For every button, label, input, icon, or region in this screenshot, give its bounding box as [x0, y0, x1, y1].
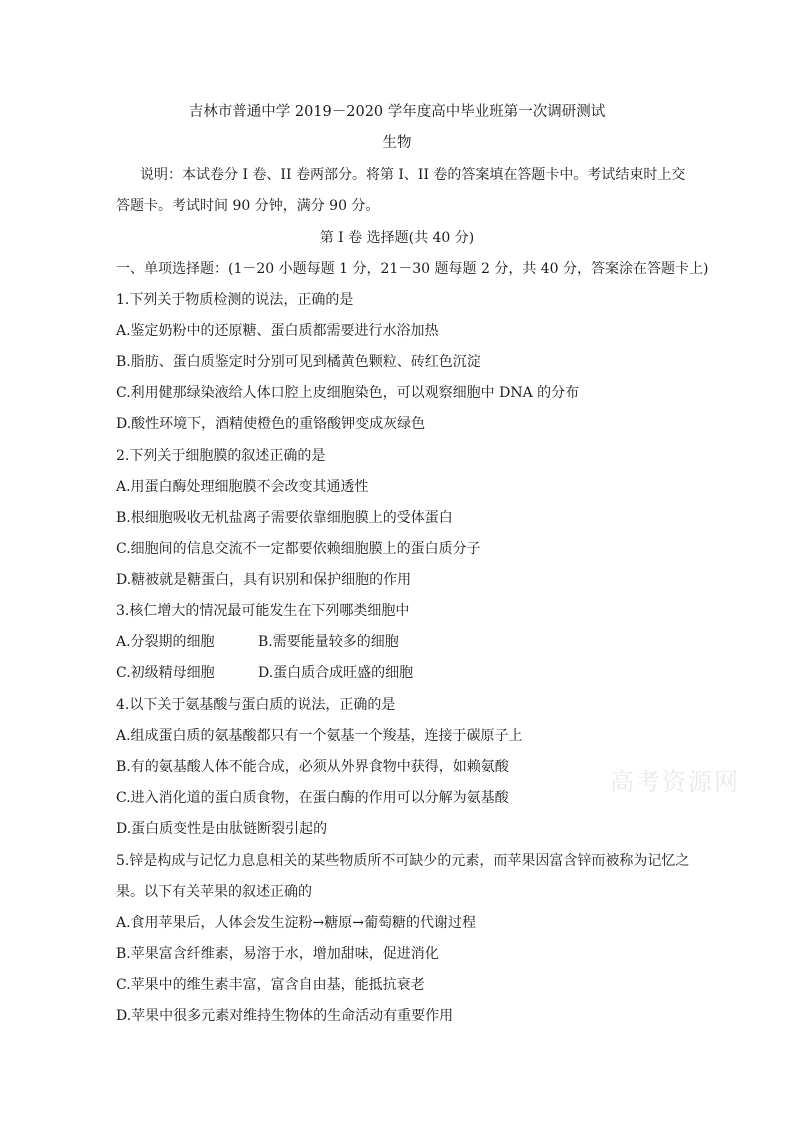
question-2-option-d: D.糖被就是糖蛋白，具有识别和保护细胞的作用	[116, 572, 412, 588]
watermark: 高考资源网	[610, 768, 740, 796]
question-1-option-b: B.脂肪、蛋白质鉴定时分别可见到橘黄色颗粒、砖红色沉淀	[116, 354, 481, 370]
subject-title: 生物	[382, 135, 412, 151]
section-title: 第 I 卷 选择题(共 40 分)	[319, 230, 475, 246]
question-3-option-d: D.蛋白质合成旺盛的细胞	[258, 665, 414, 681]
question-1-option-a: A.鉴定奶粉中的还原糖、蛋白质都需要进行水浴加热	[116, 323, 439, 339]
question-3-option-a: A.分裂期的细胞	[116, 634, 215, 650]
question-3-options-row-1	[116, 632, 686, 652]
question-3-stem: 3.核仁增大的情况最可能发生在下列哪类细胞中	[116, 603, 410, 619]
question-4-option-b: B.有的氨基酸人体不能合成，必须从外界食物中获得，如赖氨酸	[116, 759, 509, 775]
question-3-options-row-2	[116, 663, 686, 683]
question-2-option-c: C.细胞间的信息交流不一定都要依赖细胞膜上的蛋白质分子	[116, 541, 481, 557]
question-2-stem: 2.下列关于细胞膜的叙述正确的是	[116, 448, 326, 464]
question-5-option-a: A.食用苹果后，人体会发生淀粉→糖原→葡萄糖的代谢过程	[116, 915, 477, 931]
question-5-option-d: D.苹果中很多元素对维持生物体的生命活动有重要作用	[116, 1008, 454, 1024]
question-1-stem: 1.下列关于物质检测的说法，正确的是	[116, 292, 354, 308]
question-3-option-c: C.初级精母细胞	[116, 665, 215, 681]
question-4-stem: 4.以下关于氨基酸与蛋白质的说法，正确的是	[116, 697, 396, 713]
question-4-option-d: D.蛋白质变性是由肽链断裂引起的	[116, 821, 328, 837]
section-instruction: 一、单项选择题：(1－20 小题每题 1 分，21－30 题每题 2 分，共 40 分，答案涂在答题卡上)	[116, 261, 709, 277]
question-5-stem-line-1: 5.锌是构成与记忆力息息相关的某些物质所不可缺少的元素，而苹果因富含锌而被称为记忆之	[116, 853, 690, 869]
question-5-stem-line-2: 果。以下有关苹果的叙述正确的	[116, 884, 312, 900]
question-3-option-b: B.需要能量较多的细胞	[258, 634, 399, 650]
exam-title: 吉林市普通中学 2019－2020 学年度高中毕业班第一次调研测试	[188, 104, 606, 120]
question-5-option-c: C.苹果中的维生素丰富，富含自由基，能抵抗衰老	[116, 977, 425, 993]
instructions-line-2: 答题卡。考试时间 90 分钟，满分 90 分。	[116, 198, 380, 214]
question-1-option-c: C.利用健那绿染液给人体口腔上皮细胞染色，可以观察细胞中 DNA 的分布	[116, 385, 580, 401]
instructions-line-1: 说明：本试卷分 I 卷、II 卷两部分。将第 I、II 卷的答案填在答题卡中。考试结束时上交	[140, 167, 686, 183]
question-4-option-a: A.组成蛋白质的氨基酸都只有一个氨基一个羧基，连接于碳原子上	[116, 728, 523, 744]
question-1-option-d: D.酸性环境下，酒精使橙色的重铬酸钾变成灰绿色	[116, 416, 426, 432]
question-5-option-b: B.苹果富含纤维素，易溶于水，增加甜味，促进消化	[116, 946, 439, 962]
question-2-option-b: B.根细胞吸收无机盐离子需要依靠细胞膜上的受体蛋白	[116, 510, 453, 526]
question-4-option-c: C.进入消化道的蛋白质食物，在蛋白酶的作用可以分解为氨基酸	[116, 790, 509, 806]
question-2-option-a: A.用蛋白酶处理细胞膜不会改变其通透性	[116, 479, 369, 495]
